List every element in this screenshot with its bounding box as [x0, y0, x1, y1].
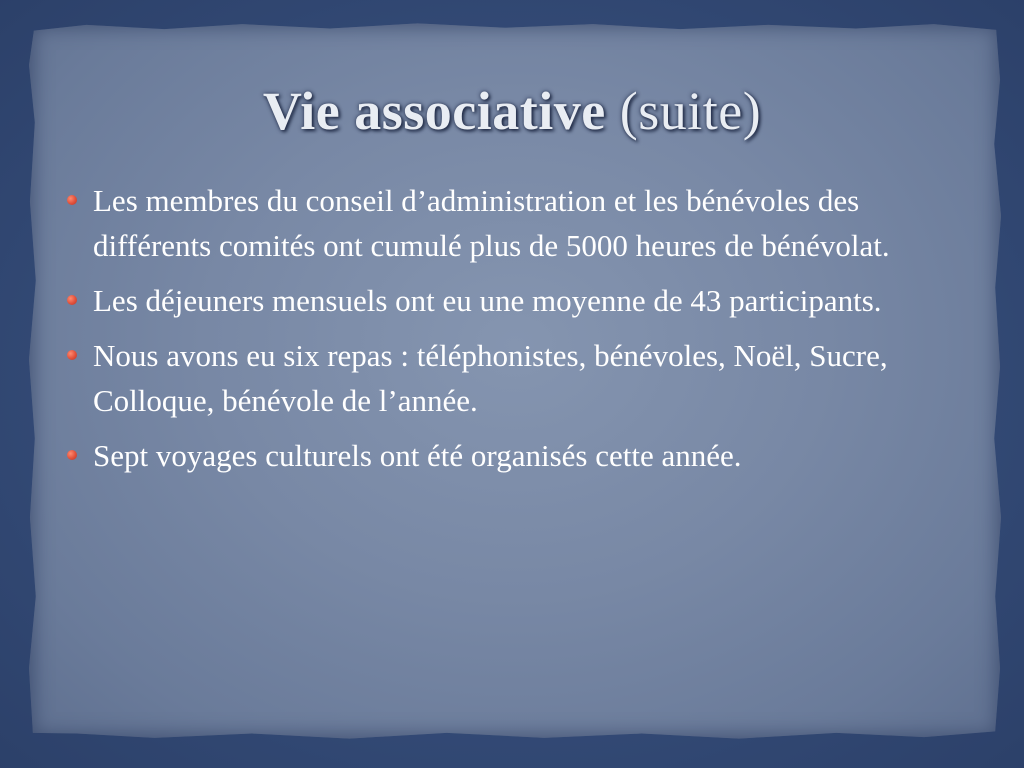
bullet-item [64, 433, 934, 478]
bullet-icon [67, 350, 77, 360]
bullet-item [64, 278, 934, 323]
bullet-text: Nous avons eu six repas : téléphonistes, bénévoles, Noël, Sucre, Colloque, bénévole de l’année. [93, 338, 888, 418]
bullet-text: Sept voyages culturels ont été organisés cette année. [93, 438, 742, 473]
slide-title-suffix: (suite) [619, 81, 762, 141]
bullet-list [64, 178, 934, 488]
bullet-item [64, 178, 934, 268]
slide-title-main: Vie associative [262, 81, 606, 141]
bullet-item [64, 333, 934, 423]
bullet-text: Les membres du conseil d’administration et les bénévoles des différents comités ont cumulé plus de 5000 heures de bénévolat. [93, 183, 890, 263]
bullet-text: Les déjeuners mensuels ont eu une moyenne de 43 participants. [93, 283, 882, 318]
bullet-icon [67, 450, 77, 460]
slide-title [0, 80, 1024, 142]
bullet-icon [67, 195, 77, 205]
bullet-icon [67, 295, 77, 305]
